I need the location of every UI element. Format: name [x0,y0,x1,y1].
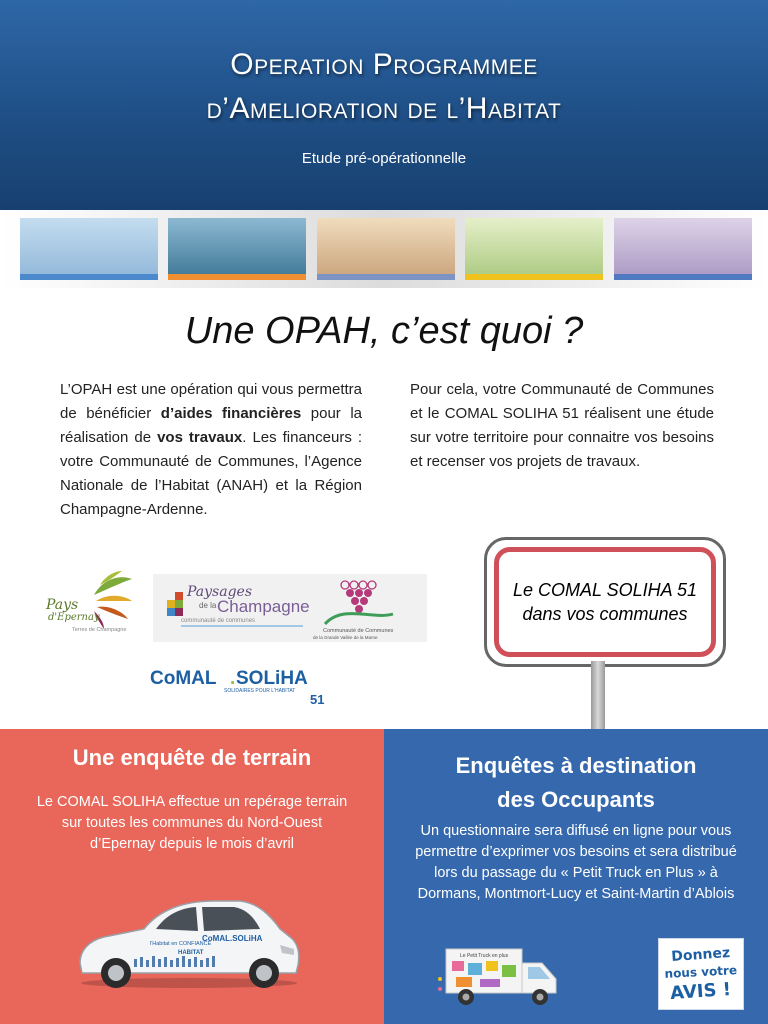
strip-photo-tile [168,218,306,280]
town-sign-border [494,547,716,657]
strip-color-bar [20,274,158,280]
strip-color-bar [168,274,306,280]
occupant-survey-text: Un questionnaire sera diffusé en ligne pour vous permettre d’exprimer vos besoins et sera distribué lors du passage du « Petit Truck en Plus » à Dormans, Montmort-Lucy et Saint-Martin d’Ablois [415,823,737,902]
paysages-subtitle: communauté de communes [181,618,256,624]
header-subtitle: Etude pré-opérationnelle [301,150,467,167]
comal-soliha-logo [150,664,330,706]
study-paragraph: Pour cela, votre Communauté de Communes et le COMAL SOLIHA 51 réalisent une étude sur votre territoire pour connaitre vos besoins et recenser vos projets de travaux. [410,381,714,470]
comal-dot: . [230,668,236,689]
header-banner [0,0,768,210]
header-title-line2: d’Amelioration de l’Habitat [206,92,562,125]
town-sign-post [591,661,605,729]
pays-epernay-line1: Pays [46,597,79,613]
intro-bold-aides: d’aides financières [160,405,302,422]
strip-color-bar [317,274,455,280]
town-sign [484,537,726,667]
strip-photo-tile [465,218,603,280]
field-survey-title: Une enquête de terrain [72,745,312,770]
field-survey-text: Le COMAL SOLIHA effectue un repérage terrain sur toutes les communes du Nord-Ouest d’Epernay depuis le mois d’avril [36,794,348,852]
truck-label: Le Petit Truck en plus [460,953,509,959]
give-opinion-line3: AVIS ! [669,978,732,1005]
paysages-champagne: Champagne [217,597,310,616]
truck-icon [436,943,562,1009]
intro-text-1: L’OPAH est une opération qui vous permettra de bénéficier [60,381,362,422]
page-title: Une OPAH, c’est quoi ? [184,310,584,352]
occupant-survey-title-line2: des Occupants [497,787,655,812]
ccgvm-line2: de la Grande Vallée de la Marne [313,635,378,640]
pays-epernay-logo [42,567,138,635]
pays-epernay-tagline: Terres de Champagne [72,627,127,633]
paysages-title: Paysages [187,584,253,600]
strip-photo-tile [317,218,455,280]
car-text-1: l'Habitat en CONFIANCE [150,941,212,947]
intro-text-3: . Les financeurs : votre Communauté de Communes, l’Agence Nationale de l’Habitat (ANAH) et la Région Champagne-Ardenne. [60,429,362,518]
field-survey-panel [0,729,384,1024]
paysages-champagne-logo [153,574,427,642]
give-opinion-text-graphic [659,939,743,1009]
paysages-champagne-graphic [153,574,427,642]
car-text-3: CoMAL.SOLiHA [202,934,263,943]
paysages-de-la: de la [199,601,217,610]
intro-bold-travaux: vos travaux [157,429,243,446]
pays-epernay-line2: d'Epernay [48,612,100,623]
strip-photo-tile [614,218,752,280]
strip-color-bar [614,274,752,280]
intro-paragraph [60,378,362,522]
car-icon [74,893,304,989]
ccgvm-line1: Communauté de Communes [323,628,394,634]
comal-tagline: SOLIDAIRES POUR L'HABITAT [224,688,296,694]
town-sign-line2: dans vos communes [522,604,688,624]
occupant-survey-title-line1: Enquêtes à destination [455,753,697,778]
comal-name-a: CoMAL [150,668,217,689]
ccgvm-grapes-icon [325,581,393,624]
give-opinion-line1: Donnez [670,944,731,966]
comal-soliha-wordmark [150,664,330,706]
give-opinion-badge[interactable] [658,938,744,1010]
strip-photo-tile [20,218,158,280]
comal-number: 51 [310,692,325,706]
comal-name-b: SOLiHA [236,668,308,689]
header-title-line1: Operation Programmee [230,48,538,81]
give-opinion-line2: nous votre [664,963,738,981]
intro-text-2: pour la réalisation de [60,405,362,446]
pays-epernay-leaves-icon [42,567,138,635]
car-text-2: HABITAT [178,950,204,956]
strip-color-bar [465,274,603,280]
town-sign-line1: Le COMAL SOLIHA 51 [512,580,698,600]
